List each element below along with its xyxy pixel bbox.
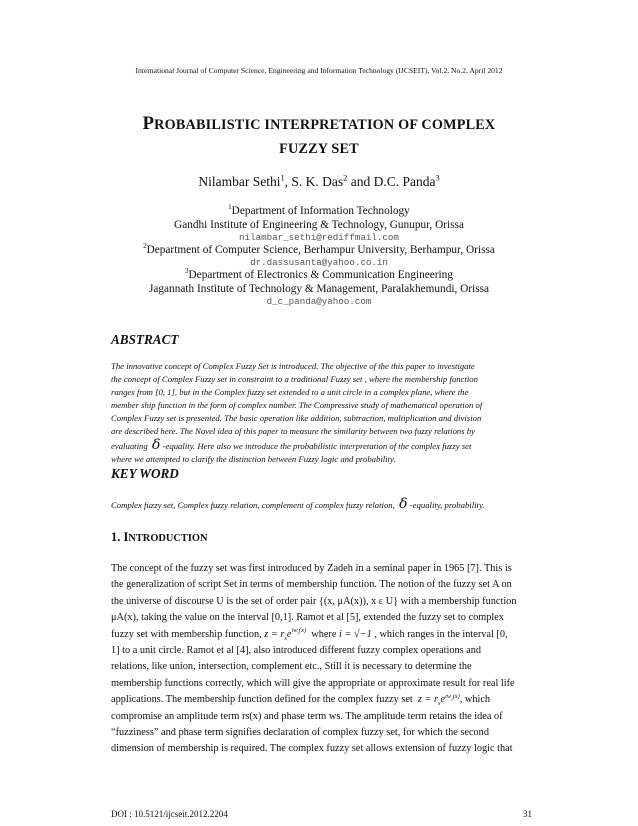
introduction-heading: 1. INTRODUCTION — [111, 530, 208, 544]
author-email[interactable]: dr.dassusanta@yahoo.co.in — [250, 257, 388, 269]
abstract-line: The innovative concept of Complex Fuzzy Set is introduced. The objective of the this paper to investigate — [111, 361, 475, 371]
keywords-heading: KEY WORD — [111, 466, 179, 481]
author-email[interactable]: nilambar_sethi@rediffmail.com — [239, 232, 399, 244]
affiliation-dept: $^3$Department of Electronics & Communication Engineering — [185, 267, 453, 281]
introduction-body — [111, 561, 532, 758]
paper-title — [60, 112, 578, 161]
equation: z = r — [417, 694, 439, 706]
affiliations — [40, 205, 598, 308]
body-line: 1] to a unit circle. Ramot et al [4], also introduced different fuzzy complex operations and — [111, 645, 482, 657]
title-line-1: PROBABILISTIC INTERPRETATION OF COMPLEX — [142, 114, 496, 134]
title-line-2: FUZZY SET — [279, 141, 359, 157]
body-line: μA(x), taking the value on the interval [0,1]. Ramot et al [5], extended the fuzzy set to complex — [111, 612, 504, 624]
abstract-line: member ship function in the form of complex number. The Compressive study of mathematical operation of — [111, 400, 483, 411]
body-line: dimension of membership is required. The complex fuzzy set allows extension of fuzzy logic that — [111, 743, 513, 755]
body-line: The concept of the fuzzy set was first introduced by Zadeh in a seminal paper in 1965 [7]. This is — [111, 563, 512, 574]
equation: z = r — [264, 628, 285, 640]
body-line: the universe of discourse U is the set of order pair {(x, μA(x)), x ε U} with a membership function — [111, 595, 517, 607]
abstract-line: Complex Fuzzy set is presented. The basic operation like addition, subtraction, multiplication and division — [111, 413, 482, 424]
affiliation-dept: $^2$Department of Computer Science, Berhampur University, Berhampur, Orissa — [143, 242, 495, 256]
affiliation-inst: Gandhi Institute of Engineering & Technology, Gunupur, Orissa — [174, 218, 464, 231]
affiliation-dept: $^1$Department of Information Technology — [228, 203, 410, 217]
delta-symbol: δ — [399, 496, 408, 512]
author-email[interactable]: d_c_panda@yahoo.com — [266, 296, 372, 308]
body-line: relations, like union, intersection, complement etc., Still it is necessary to determine the — [111, 661, 472, 673]
author-name: Nilambar Sethi — [198, 174, 281, 189]
doi-footer: DOI : 10.5121/ijcseit.2012.2204 — [111, 809, 228, 819]
author-list: Nilambar Sethi$^1$, S. K. Das$^2$ and D.C. Panda$^3$ — [198, 173, 440, 189]
body-line: compromise an amplitude term rs(x) and phase term ws. The amplitude term retains the idea of — [111, 710, 503, 722]
delta-symbol: δ — [152, 436, 161, 453]
equation: i = √−1 — [339, 628, 372, 640]
abstract-heading: ABSTRACT — [111, 332, 179, 347]
body-line: membership functions correctly, which will give the appropriate or approximate result for real life — [111, 677, 515, 689]
affiliation-inst: Jagannath Institute of Technology & Management, Paralakhemundi, Orissa — [148, 282, 490, 295]
abstract-line: evaluating δ -equality. Here also we introduce the probabilistic interpretation of the complex fuzzy set — [111, 436, 472, 453]
body-line: the generalization of script Set in terms of membership function. The notion of the fuzzy set A on — [111, 579, 512, 591]
body-line: applications. The membership function defined for the complex fuzzy set $z = r_se^{iw_s(x)}$, which — [111, 692, 491, 708]
abstract-line: where we attempted to clarify the distinction between Fuzzy logic and probability. — [111, 453, 396, 464]
abstract-line: ranges from [0, 1], but in the Complex fuzzy set extended to a unit circle in a complex plane, where the — [111, 387, 469, 398]
running-header: International Journal of Computer Science, Engineering and Information Technology (IJCSEIT), Vol.2, No.2, April 2012 — [135, 66, 503, 75]
page-number: 31 — [523, 809, 532, 819]
body-line: “fuzziness” and phase term signifies declaration of complex fuzzy set, for which the second — [111, 727, 489, 739]
author-name: D.C. Panda — [373, 174, 436, 189]
author-name: S. K. Das — [291, 174, 344, 189]
abstract-line: the concept of Complex Fuzzy set in constraint to a traditional Fuzzy set , where the membership function — [111, 374, 478, 385]
keywords-text: Complex fuzzy set, Complex fuzzy relation, complement of complex fuzzy relation, δ -equality, probability. — [111, 496, 485, 512]
body-line: fuzzy set with membership function, $z = r_se^{iw_s(x)}$ where i = √−1 , which ranges in the interval [0, — [111, 627, 508, 642]
abstract-line: are described here. The Novel idea of this paper to measure the similarity between two fuzzy relations by — [111, 426, 476, 437]
abstract-text — [111, 360, 532, 466]
